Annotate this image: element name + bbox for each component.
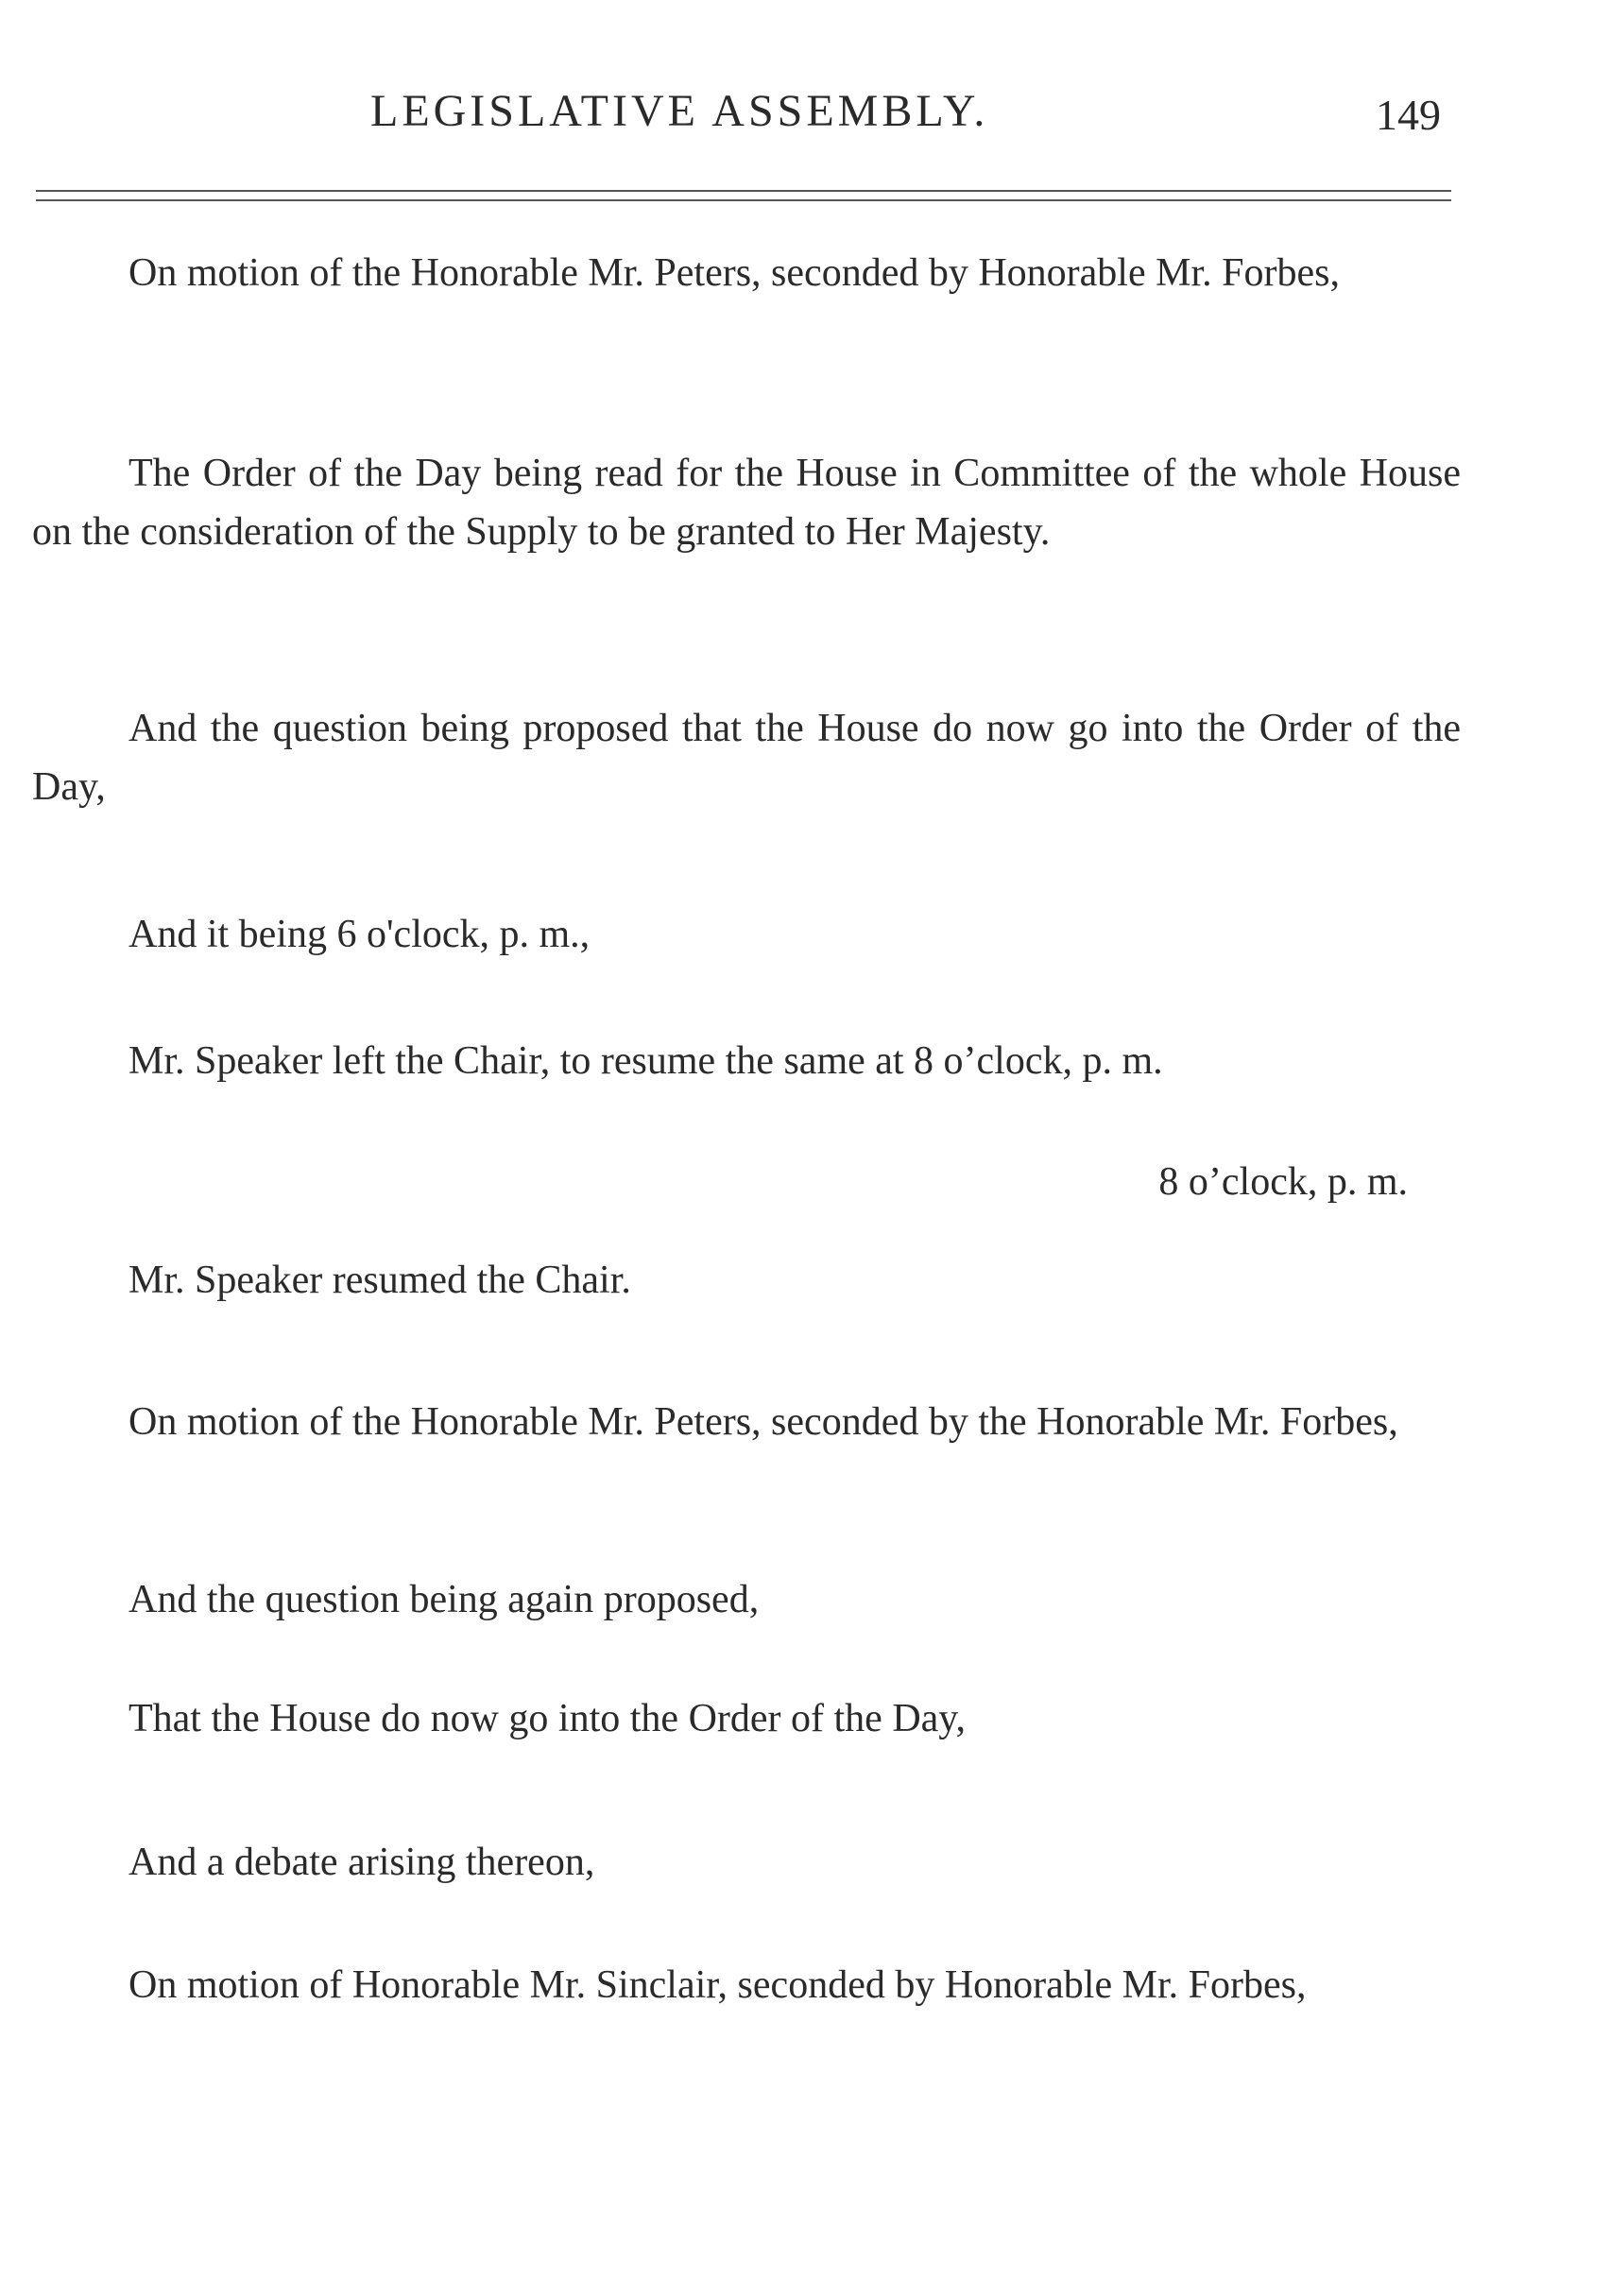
paragraph-11: And a debate arising thereon, bbox=[128, 1841, 595, 1884]
paragraph-4: And it being 6 o'clock, p. m., bbox=[128, 913, 591, 956]
page-header-title: LEGISLATIVE ASSEMBLY. bbox=[370, 86, 989, 136]
paragraph-9: And the question being again proposed, bbox=[128, 1578, 760, 1621]
running-head bbox=[0, 83, 1610, 140]
paragraph-5: Mr. Speaker left the Chair, to resume the same at 8 o’clock, p. m. bbox=[128, 1039, 1163, 1083]
paragraph-1: On motion of the Honorable Mr. Peters, seconded by Honorable Mr. Forbes, bbox=[128, 251, 1340, 295]
paragraph-3: And the question being proposed that the House do now go into the Order of the Day, bbox=[32, 707, 1461, 809]
paragraph-7: Mr. Speaker resumed the Chair. bbox=[128, 1259, 631, 1302]
paragraph-12: On motion of Honorable Mr. Sinclair, seconded by Honorable Mr. Forbes, bbox=[128, 1963, 1307, 2007]
header-rule-bottom bbox=[36, 199, 1451, 201]
paragraph-2: The Order of the Day being read for the House in Committee of the whole House on the consideration of the Supply to be granted to Her Majesty. bbox=[32, 452, 1461, 554]
paragraph-10: That the House do now go into the Order of the Day, bbox=[128, 1697, 967, 1740]
header-rule-top bbox=[36, 190, 1451, 192]
time-note: 8 o’clock, p. m. bbox=[1158, 1160, 1408, 1204]
page-number: 149 bbox=[1376, 91, 1441, 139]
paragraph-8: On motion of the Honorable Mr. Peters, seconded by the Honorable Mr. Forbes, bbox=[128, 1400, 1398, 1444]
